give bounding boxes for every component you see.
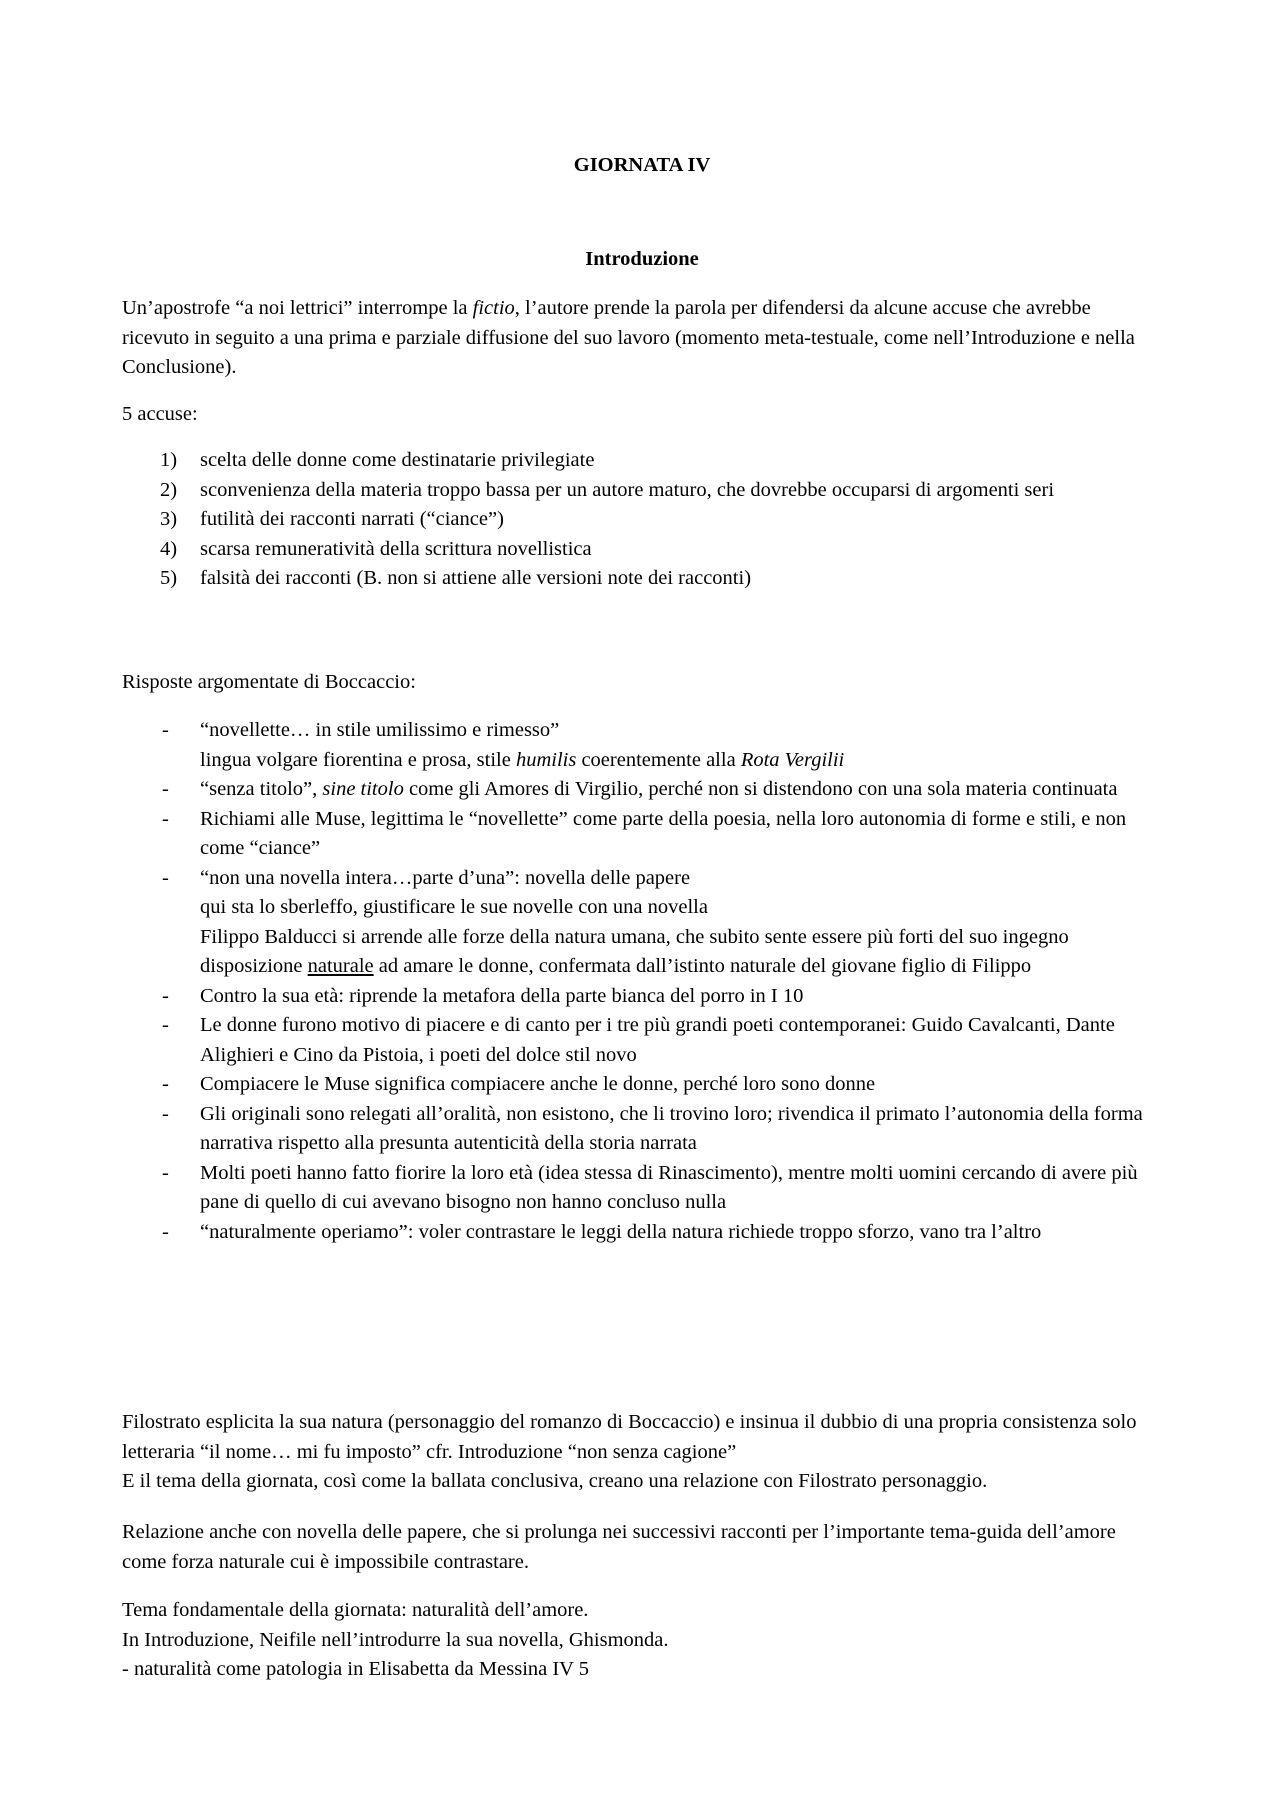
list-item [122, 535, 1162, 565]
humilis-term: humilis [515, 748, 577, 771]
list-item-text: qui sta lo sberleffo, giustificare le sue novelle con una novella [200, 896, 708, 918]
paragraph-text: E il tema della giornata, così come la ballata conclusiva, creano una relazione con Filostrato personaggio. [122, 1470, 988, 1492]
list-item-text: sconvenienza della materia troppo bassa per un autore maturo, che dovrebbe occuparsi di argomenti seri [200, 478, 1055, 501]
text-fragment: “senza titolo”, [200, 778, 323, 800]
rota-vergilii-term: Rota Vergilii [740, 748, 845, 771]
list-item [122, 982, 1162, 1012]
list-item [122, 1070, 1162, 1100]
list-dash: - [162, 807, 169, 830]
tema-paragraph [122, 1596, 1162, 1685]
list-item [122, 505, 1162, 535]
page-title: GIORNATA IV [573, 154, 711, 176]
list-dash: - [162, 1220, 169, 1243]
list-item [122, 775, 1162, 805]
list-item-text: Gli originali sono relegati all’oralità, non esistono, che li trovino loro; rivendica il primato l’autonomia della forma narrativa rispetto alla presunta autenticità della storia narrata [200, 1102, 1143, 1154]
paragraph-text: Filostrato esplicita la sua natura (personaggio del romanzo di Boccaccio) e insinua il dubbio di una propria consistenza solo letteraria “il nome… mi fu imposto” cfr. Introduzione “non senza cagione” [122, 1411, 1137, 1463]
list-item [122, 864, 1162, 982]
text-fragment: disposizione [200, 955, 308, 977]
list-dash: - [162, 1014, 169, 1036]
list-item-text: “novellette… in stile umilissimo e rimesso” [200, 719, 560, 741]
list-item-text: futilità dei racconti narrati (“ciance”) [200, 508, 504, 530]
list-item [122, 1218, 1162, 1248]
list-item-text: Richiami alle Muse, legittima le “novellette” come parte della poesia, nella loro autonomia di forme e stili, e non come “ciance” [200, 807, 1127, 859]
list-item-text: scelta delle donne come destinatarie privilegiate [200, 449, 595, 471]
list-dash: - [162, 866, 169, 889]
risposte-list [122, 716, 1162, 1247]
list-number: 1) [160, 449, 178, 471]
intro-text-b: , l’autore prende la parola per difendersi da alcune accuse che avrebbe ricevuto in seguito a una prima e parziale diffusione del suo lavoro (momento meta-testuale, come nell’Introduzione e nella Conclusione). [122, 297, 1135, 378]
paragraph-text: - naturalità come patologia in Elisabetta da Messina IV 5 [122, 1658, 589, 1680]
list-item-text [200, 952, 1162, 982]
list-item-text: scarsa remuneratività della scrittura novellistica [200, 537, 592, 560]
intro-text-a: Un’apostrofe “a noi lettrici” interrompe la [122, 297, 473, 319]
list-dash: - [162, 1102, 169, 1125]
list-number: 3) [160, 508, 178, 530]
list-item-text: “naturalmente operiamo”: voler contrastare le leggi della natura richiede troppo sforzo, vano tra l’altro [200, 1220, 1042, 1243]
accuse-label-text: 5 accuse: [122, 403, 198, 425]
list-item [122, 716, 1162, 775]
sine-titolo-term: sine titolo [322, 778, 404, 800]
paragraph-text: Relazione anche con novella delle papere, che si prolunga nei successivi racconti per l’importante tema-guida dell’amore come forza naturale cui è impossibile contrastare. [122, 1521, 1116, 1573]
relazione-paragraph [122, 1518, 1162, 1577]
list-item-text: Molti poeti hanno fatto fiorire la loro età (idea stessa di Rinascimento), mentre molti uomini cercando di avere più pane di quello di cui avevano bisogno non hanno concluso nulla [200, 1161, 1138, 1213]
text-fragment: lingua volgare fiorentina e prosa, stile [200, 748, 516, 771]
list-item [122, 476, 1162, 506]
list-item [122, 446, 1162, 476]
list-item-text: “non una novella intera…parte d’una”: novella delle papere [200, 866, 691, 889]
text-fragment: come gli Amores di Virgilio, perché non si distendono con una sola materia continuata [403, 778, 1118, 800]
accuse-label [122, 400, 1162, 430]
text-fragment: ad amare le donne, confermata dall’istinto naturale del giovane figlio di Filippo [373, 955, 1032, 977]
risposte-label-text: Risposte argomentate di Boccaccio: [122, 671, 416, 693]
list-item-text: Filippo Balducci si arrende alle forze della natura umana, che subito sente essere più forti del suo ingegno [200, 925, 1069, 948]
list-number: 2) [160, 478, 178, 501]
list-dash: - [162, 719, 169, 741]
risposte-label [122, 668, 1162, 698]
list-item-text: Le donne furono motivo di piacere e di canto per i tre più grandi poeti contemporanei: Guido Cavalcanti, Dante Alighieri e Cino da Pistoia, i poeti del dolce stil novo [200, 1014, 1115, 1066]
list-number: 4) [160, 537, 178, 560]
list-item [122, 1011, 1162, 1070]
list-item-text: Compiacere le Muse significa compiacere anche le donne, perché loro sono donne [200, 1073, 876, 1095]
list-item-text [200, 746, 1162, 776]
naturale-term: naturale [307, 955, 374, 977]
intro-fictio: fictio [472, 297, 515, 319]
paragraph-text: In Introduzione, Neifile nell’introdurre la sua novella, Ghismonda. [122, 1628, 669, 1651]
list-item-text: Contro la sua età: riprende la metafora della parte bianca del porro in I 10 [200, 984, 804, 1007]
list-item [122, 564, 1162, 594]
accuse-list [122, 446, 1162, 594]
list-item [122, 1100, 1162, 1159]
list-number: 5) [160, 567, 178, 589]
intro-paragraph [122, 294, 1162, 383]
text-fragment: coerentemente alla [576, 748, 741, 771]
list-item [122, 805, 1162, 864]
list-dash: - [162, 984, 169, 1007]
list-dash: - [162, 1073, 169, 1095]
section-title: Introduzione [585, 248, 699, 270]
list-item-text: falsità dei racconti (B. non si attiene alle versioni note dei racconti) [200, 567, 752, 589]
list-dash: - [162, 1161, 169, 1184]
list-item [122, 1159, 1162, 1218]
filostrato-paragraph [122, 1408, 1162, 1497]
list-dash: - [162, 778, 169, 800]
paragraph-text: Tema fondamentale della giornata: naturalità dell’amore. [122, 1599, 589, 1621]
